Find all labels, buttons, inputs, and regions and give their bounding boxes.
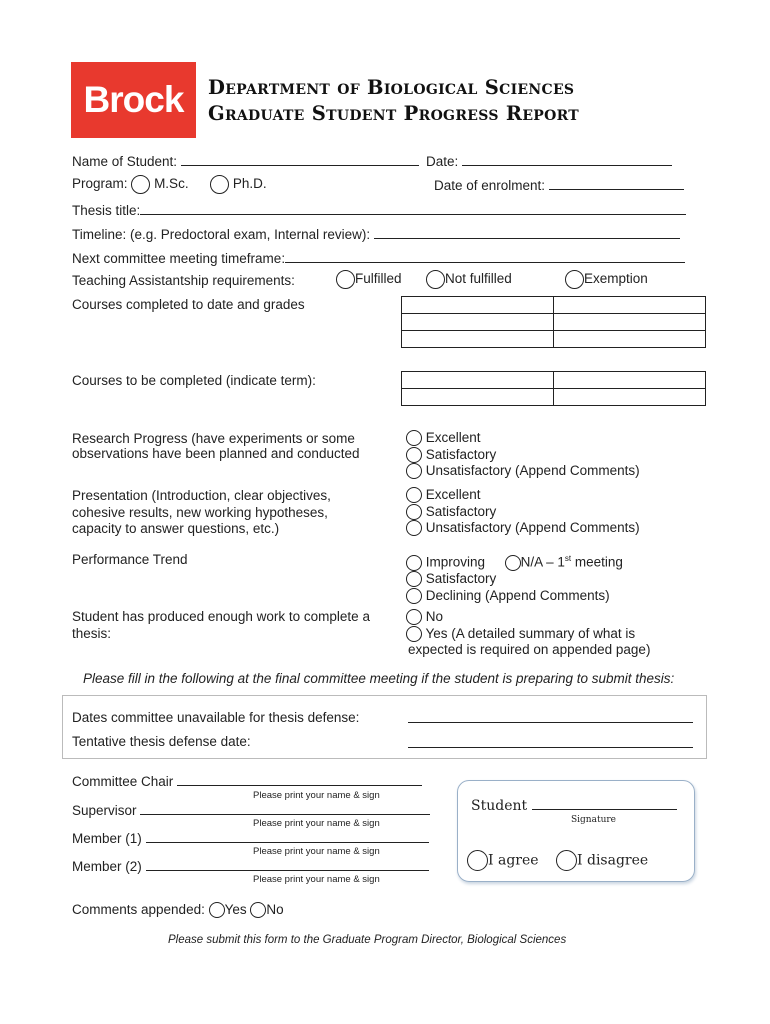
final-meeting-instruction: Please fill in the following at the final committee meeting if the student is preparing to submit thesis: xyxy=(83,671,675,686)
presentation-label: Presentation (Introduction, clear objectives, cohesive results, new working hypotheses, capacity to answer questions, etc.) xyxy=(72,488,331,536)
supervisor-field: Supervisor xyxy=(72,802,430,818)
date-field: Date: xyxy=(426,153,672,169)
courses-completed-table xyxy=(401,296,706,348)
student-signature-field: Student xyxy=(471,797,677,814)
enough-work-label: Student has produced enough work to complete a thesis: xyxy=(72,609,370,641)
thesis-title-input-line[interactable] xyxy=(140,202,686,215)
committee-chair-field: Committee Chair xyxy=(72,773,422,789)
tentative-date-input-line[interactable] xyxy=(408,735,693,748)
course-cell[interactable] xyxy=(402,389,554,406)
phd-radio[interactable] xyxy=(210,175,229,194)
disagree-radio[interactable] xyxy=(556,850,577,871)
chair-print-note: Please print your name & sign xyxy=(253,790,380,801)
ta-fulfilled-radio[interactable] xyxy=(336,270,355,289)
ta-not-fulfilled-option: Not fulfilled xyxy=(426,270,512,289)
supervisor-print-note: Please print your name & sign xyxy=(253,818,380,829)
research-satisfactory-radio[interactable] xyxy=(406,447,422,463)
department-title: Department of Biological Sciences xyxy=(208,76,575,99)
member1-signature-line[interactable] xyxy=(146,830,429,843)
grade-cell[interactable] xyxy=(554,314,706,331)
course-cell[interactable] xyxy=(402,331,554,348)
course-cell[interactable] xyxy=(402,297,554,314)
enough-yes-radio[interactable] xyxy=(406,626,422,642)
ta-fulfilled-option: Fulfilled xyxy=(336,270,402,289)
trend-options: Improving N/A – 1st meeting Satisfactory Declining (Append Comments) xyxy=(406,551,623,604)
student-disagree-option: I disagree xyxy=(556,850,648,871)
term-cell[interactable] xyxy=(554,389,706,406)
course-cell[interactable] xyxy=(402,314,554,331)
next-meeting-field: Next committee meeting timeframe: xyxy=(72,250,685,266)
timeline-input-line[interactable] xyxy=(374,226,680,239)
trend-improving-radio[interactable] xyxy=(406,555,422,571)
name-input-line[interactable] xyxy=(181,153,419,166)
comments-no-radio[interactable] xyxy=(250,902,266,918)
ta-label: Teaching Assistantship requirements: xyxy=(72,273,295,288)
member1-print-note: Please print your name & sign xyxy=(253,846,380,857)
student-signature-line[interactable] xyxy=(532,797,677,810)
agree-radio[interactable] xyxy=(467,850,488,871)
name-field: Name of Student: xyxy=(72,153,419,169)
student-agree-option: I agree xyxy=(467,850,539,871)
chair-signature-line[interactable] xyxy=(177,773,422,786)
courses-todo-label: Courses to be completed (indicate term): xyxy=(72,373,316,388)
member2-field: Member (2) xyxy=(72,858,429,874)
courses-todo-table xyxy=(401,371,706,406)
presentation-options: Excellent Satisfactory Unsatisfactory (Append Comments) xyxy=(406,487,640,537)
unavailable-dates-input-line[interactable] xyxy=(408,710,693,723)
date-input-line[interactable] xyxy=(462,153,672,166)
ta-exemption-radio[interactable] xyxy=(565,270,584,289)
next-meeting-input-line[interactable] xyxy=(285,250,685,263)
member2-signature-line[interactable] xyxy=(146,858,429,871)
student-signature-note: Signature xyxy=(571,815,617,825)
thesis-title-field: Thesis title: xyxy=(72,202,686,218)
trend-na-radio[interactable] xyxy=(505,555,521,571)
report-title: Graduate Student Progress Report xyxy=(208,102,580,125)
defense-dates-frame xyxy=(62,695,707,759)
comments-appended-field: Comments appended: Yes No xyxy=(72,902,284,917)
courses-completed-label: Courses completed to date and grades xyxy=(72,297,305,312)
enough-no-radio[interactable] xyxy=(406,609,422,625)
grade-cell[interactable] xyxy=(554,297,706,314)
comments-yes-radio[interactable] xyxy=(209,902,225,918)
performance-trend-label: Performance Trend xyxy=(72,552,188,567)
program-field: Program: M.Sc. Ph.D. xyxy=(72,175,267,194)
submit-note: Please submit this form to the Graduate Program Director, Biological Sciences xyxy=(168,934,567,946)
tentative-date-label: Tentative thesis defense date: xyxy=(72,734,251,749)
member1-field: Member (1) xyxy=(72,830,429,846)
trend-satisfactory-radio[interactable] xyxy=(406,571,422,587)
grade-cell[interactable] xyxy=(554,331,706,348)
ta-not-fulfilled-radio[interactable] xyxy=(426,270,445,289)
trend-declining-radio[interactable] xyxy=(406,588,422,604)
enrolment-field: Date of enrolment: xyxy=(434,177,684,193)
presentation-satisfactory-radio[interactable] xyxy=(406,504,422,520)
brock-logo: Brock xyxy=(71,62,196,138)
presentation-unsatisfactory-radio[interactable] xyxy=(406,520,422,536)
msc-radio[interactable] xyxy=(131,175,150,194)
supervisor-signature-line[interactable] xyxy=(140,802,430,815)
presentation-excellent-radio[interactable] xyxy=(406,487,422,503)
enrolment-input-line[interactable] xyxy=(549,177,684,190)
timeline-field: Timeline: (e.g. Predoctoral exam, Internal review): xyxy=(72,226,680,242)
enough-work-options: No Yes (A detailed summary of what is expected is required on appended page) xyxy=(408,609,651,657)
ta-exemption-option: Exemption xyxy=(565,270,648,289)
research-options: Excellent Satisfactory Unsatisfactory (Append Comments) xyxy=(406,430,640,480)
term-cell[interactable] xyxy=(554,372,706,389)
course-cell[interactable] xyxy=(402,372,554,389)
unavailable-dates-label: Dates committee unavailable for thesis defense: xyxy=(72,710,360,725)
member2-print-note: Please print your name & sign xyxy=(253,874,380,885)
research-unsatisfactory-radio[interactable] xyxy=(406,463,422,479)
research-progress-label: Research Progress (have experiments or some observations have been planned and conducted xyxy=(72,431,360,461)
research-excellent-radio[interactable] xyxy=(406,430,422,446)
